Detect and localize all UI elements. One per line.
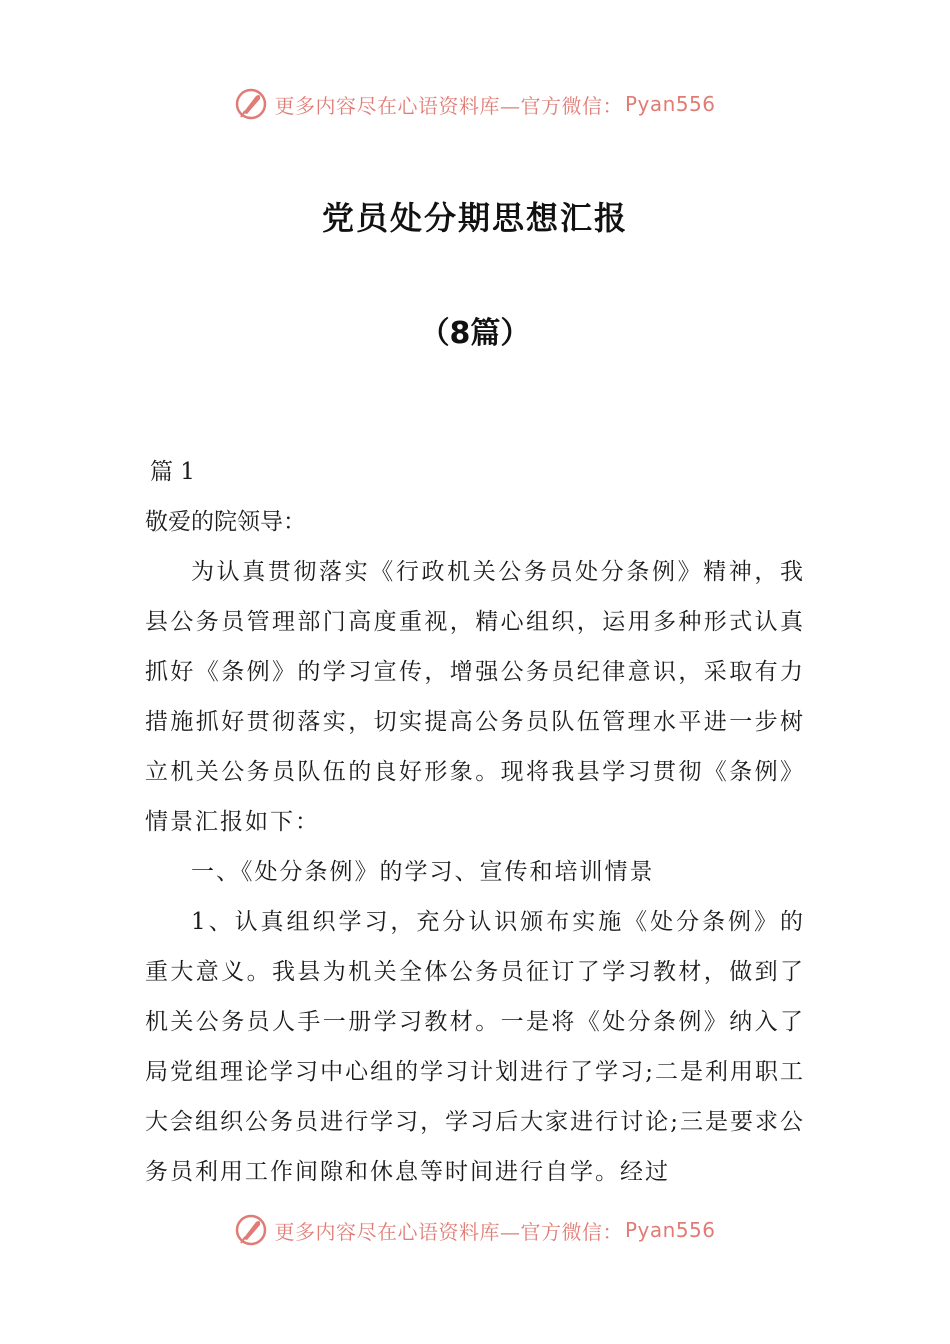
watermark-text: 更多内容尽在心语资料库—官方微信：	[274, 1219, 623, 1244]
document-subtitle: （8篇）	[419, 316, 531, 351]
watermark-text: 更多内容尽在心语资料库—官方微信：	[274, 93, 623, 118]
body-paragraph: 为认真贯彻落实《行政机关公务员处分条例》精神，我县公务员管理部门高度重视，精心组织，运用多种形式认真抓好《条例》的学习宣传，增强公务员纪律意识，采取有力措施抓好贯彻落实，切实提高公务员队伍管理水平进一步树立机关公务员队伍的良好形象。现将我县学习贯彻《条例》情景汇报如下：	[145, 559, 805, 835]
feather-pen-logo-icon	[234, 87, 268, 121]
watermark-wechat-id: Pyan556	[624, 92, 716, 116]
footer-watermark	[0, 1210, 950, 1250]
chapter-label: 篇 1	[150, 459, 195, 485]
section-paragraph: 1、认真组织学习，充分认识颁布实施《处分条例》的重大意义。我县为机关全体公务员征订了学习教材，做到了机关公务员人手一册学习教材。一是将《处分条例》纳入了局党组理论学习中心组的学习计划进行了学习;二是利用职工大会组织公务员进行学习，学习后大家进行讨论;三是要求公务员利用工作间隙和休息等时间进行自学。经过	[145, 909, 805, 1185]
watermark-wechat-id: Pyan556	[624, 1218, 716, 1242]
section-heading: 一、《处分条例》的学习、宣传和培训情景	[191, 859, 655, 885]
feather-pen-logo-icon	[234, 1213, 268, 1247]
document-title: 党员处分期思想汇报	[321, 199, 628, 238]
document-body	[145, 447, 805, 1197]
salutation: 敬爱的院领导：	[145, 509, 306, 535]
header-watermark	[0, 84, 950, 124]
